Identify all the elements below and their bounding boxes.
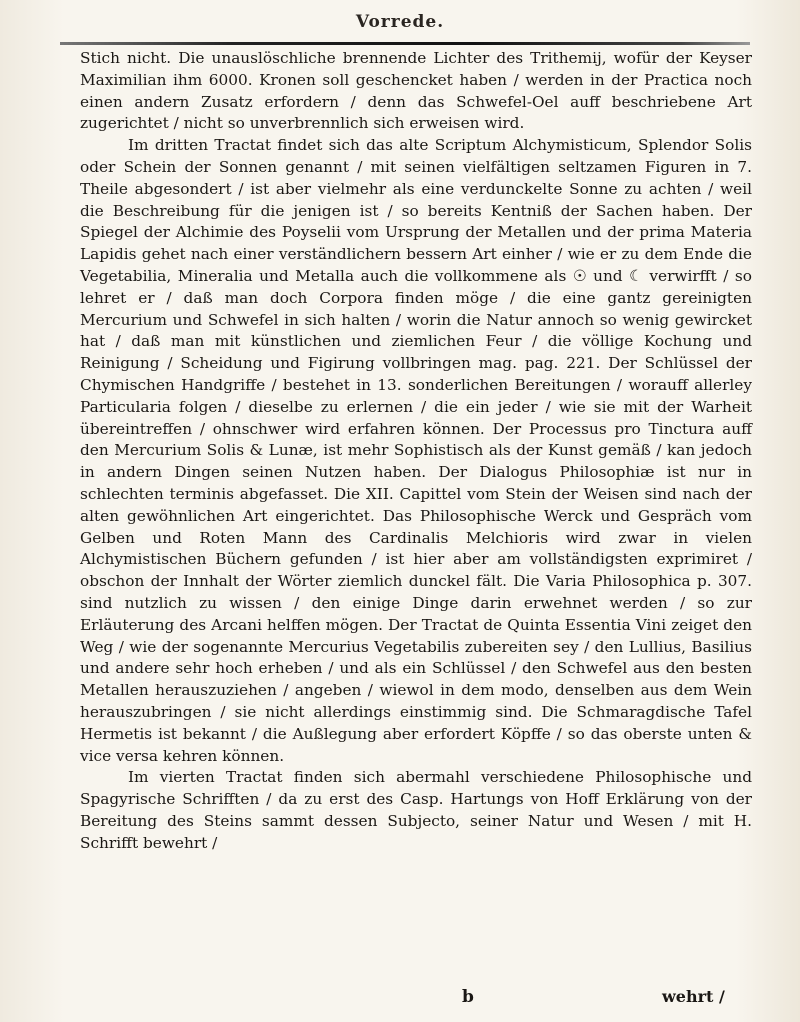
running-head: Vorrede. bbox=[355, 12, 445, 32]
body-text bbox=[80, 48, 752, 854]
paragraph-third-tractat: Im dritten Tractat findet sich das alte Scriptum Alchymisticum, Splendor Solis oder Schein der Sonnen genannt / mit seinen vielfältigen seltzamen Figuren in 7. Theile abgesondert / ist aber vielmehr als eine verdunckelte Sonne zu achten / weil die Beschreibung für die jenigen ist / so bereits Kentniß der Sachen haben. Der Spiegel der Alchimie des Poyselii vom Ursprung der Metallen und der prima Materia Lapidis gehet nach einer verständlichern bessern Art einher / wie er zu dem Ende die Vegetabilia, Mineralia und Metalla auch die vollkommene als ☉ und ☾ verwirfft / so lehret er / daß man doch Corpora finden möge / die eine gantz gereinigten Mercurium und Schwefel in sich halten / worin die Natur annoch so wenig gewircket hat / daß man mit künstlichen und ziemlichen Feur / die völlige Kochung und Reinigung / Scheidung und Figirung vollbringen mag. pag. 221. Der Schlüssel der Chymischen Handgriffe / bestehet in 13. sonderlichen Bereitungen / worauff allerley Particularia folgen / dieselbe zu erlernen / die ein jeder / wie sie mit der Warheit übereintreffen / ohnschwer wird erfahren können. Der Processus pro Tinctura auff den Mercurium Solis & Lunæ, ist mehr Sophistisch als der Kunst gemäß / kan jedoch in andern Dingen seinen Nutzen haben. Der Dialogus Philosophiæ ist nur in schlechten terminis abgefasset. Die XII. Capittel vom Stein der Weisen sind nach der alten gewöhnlichen Art eingerichtet. Das Philosophische Werck und Gespräch vom Gelben und Roten Mann des Cardinalis Melchioris wird zwar in vielen Alchymistischen Büchern gefunden / ist hier aber am vollständigsten exprimiret / obschon der Innhalt der Wörter ziemlich dunckel fält. Die Varia Philosophica p. 307. sind nutzlich zu wissen / den einige Dinge darin erwehnet werden / so zur Erläuterung des Arcani helffen mögen. Der Tractat de Quinta Essentia Vini zeiget den Weg / wie der sogenannte Mercurius Vegetabilis zubereiten sey / den Lullius, Basilius und andere sehr hoch erheben / und als ein Schlüssel / den Schwefel aus den besten Metallen herauszuziehen / angeben / wiewol in dem modo, denselben aus dem Wein herauszubringen / sie nicht allerdings einstimmig sind. Die Schmaragdische Tafel Hermetis ist bekannt / die Außlegung aber erfordert Köpffe / so das oberste unten & vice versa kehren können. bbox=[80, 136, 752, 765]
signature-mark: b bbox=[462, 987, 474, 1007]
paragraph-fourth-tractat: Im vierten Tractat finden sich abermahl verschiedene Philosophische und Spagyrische Schrifften / da zu erst des Casp. Hartungs von Hoff Erklärung von der Bereitung des Steins sammt dessen Subjecto, seiner Natur und Wesen / mit H. Schrifft bewehrt / bbox=[80, 768, 752, 852]
header-rule bbox=[60, 42, 750, 45]
paragraph-continuation: Stich nicht. Die unauslöschliche brennende Lichter des Trithemij, wofür der Keyser Maximilian ihm 6000. Kronen soll geschencket haben / werden in der Practica noch einen andern Zusatz erfordern / denn das Schwefel-Oel auff beschriebene Art zugerichtet / nicht so unverbrennlich sich erweisen wird. bbox=[80, 49, 752, 133]
catchword: wehrt / bbox=[662, 987, 725, 1006]
